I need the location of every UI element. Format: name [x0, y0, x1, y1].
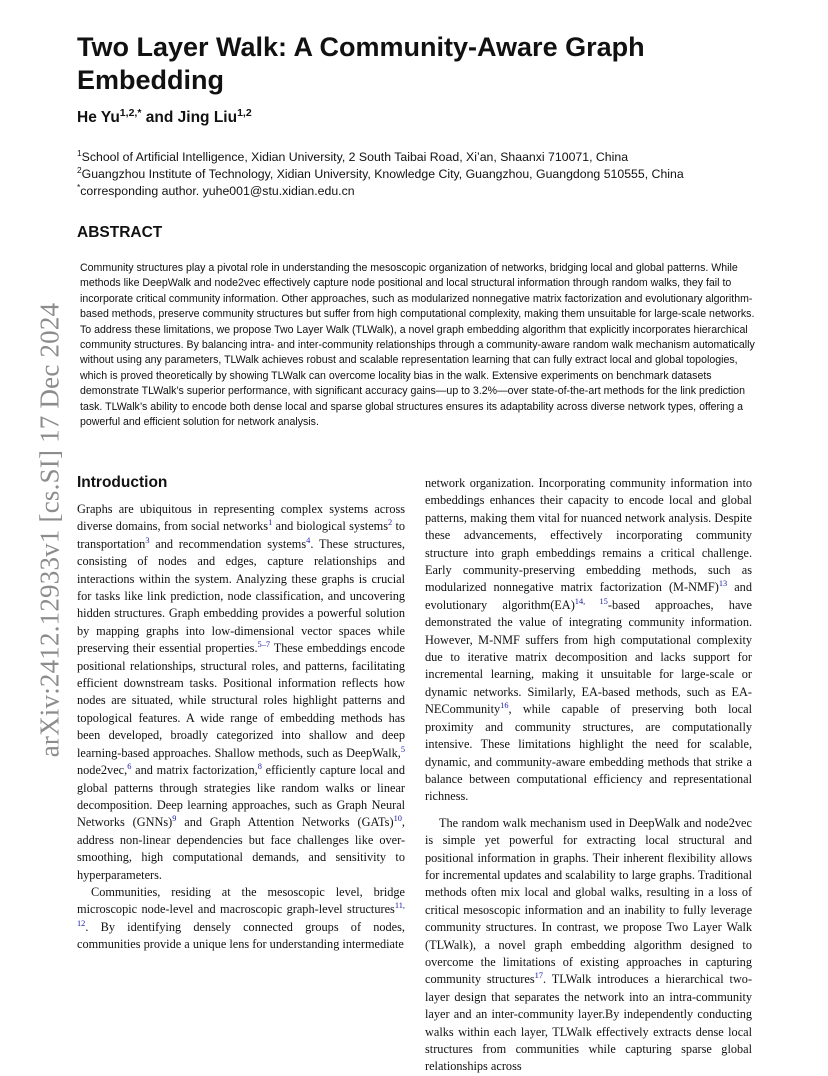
- introduction-paragraph: network organization. Incorporating community information into embeddings enhances their capacity to encode local and global patterns, making them vital for nuanced network analysis. Despite these advancements, effectively incorporating community structure into graph embeddings remains a critical challenge. Early community-preserving embedding methods, such as modularized nonnegative matrix factorization (M-NMF)$^{13}$ and evolutionary algorithm(EA)$^{14, 15}$-based approaches, have demonstrated the value of integrating community information. However, M-NMF suffers from high computational complexity due to iterative matrix decomposition and lacks support for incremental learning, making it unsuitable for large-scale or dynamic networks. Similarly, EA-based methods, such as EA-NECommunity$^{16}$, while capable of preserving both local proximity and community structures, are computationally intensive. These limitations highlight the need for scalable, dynamic, and community-aware embedding methods that strike a balance between computational efficiency and representational richness.: [425, 476, 753, 804]
- citation-mark[interactable]: 4: [306, 535, 311, 545]
- arxiv-identifier-stamp: arXiv:2412.12933v1 [cs.SI] 17 Dec 2024: [34, 302, 65, 758]
- citation-mark[interactable]: 3: [145, 535, 150, 545]
- citation-mark[interactable]: 11, 12: [77, 901, 405, 928]
- citation-mark[interactable]: 2: [388, 518, 393, 528]
- introduction-paragraph: Communities, residing at the mesoscopic level, bridge microscopic node-level and macroscopic graph-level structures$^{11, 12}$. By identifying densely connected groups of nodes, communities provide a unique lens for understanding intermediate: [77, 884, 406, 952]
- affiliation-text: School of Artificial Intelligence, Xidian University, 2 South Taibai Road, Xi’an, Shaanxi 710071, China: [81, 150, 629, 164]
- citation-mark[interactable]: 5: [400, 744, 406, 754]
- affiliation-text: corresponding author. yuhe001@stu.xidian.edu.cn: [80, 184, 355, 198]
- affiliation-mark: 2: [77, 164, 82, 175]
- affiliation-line: [77, 166, 757, 183]
- citation-mark[interactable]: 9: [172, 814, 177, 824]
- citation-mark[interactable]: 1: [268, 518, 273, 528]
- affiliations: [77, 149, 757, 200]
- introduction-heading: Introduction: [77, 474, 168, 491]
- abstract-heading: ABSTRACT: [77, 224, 163, 241]
- citation-mark[interactable]: 6: [127, 762, 132, 771]
- citation-mark[interactable]: 10: [393, 814, 402, 824]
- citation-mark[interactable]: 5–7: [257, 640, 271, 650]
- author-affiliation-mark: 1,2: [237, 106, 252, 119]
- citation-mark[interactable]: 16: [500, 701, 509, 711]
- citation-mark[interactable]: 13: [718, 579, 728, 589]
- abstract-body: Community structures play a pivotal role in understanding the mesoscopic organization of networks, bridging local and global patterns. While methods like DeepWalk and node2vec effectively capture node positional and local structural information through random walks, they fail to incorporate critical community information. Other approaches, such as modularized nonnegative matrix factorization and evolutionary algorithm-based methods, preserve community structures but suffer from high computational complexity, making them unsuitable for large-scale networks. To address these limitations, we propose Two Layer Walk (TLWalk), a novel graph embedding algorithm that explicitly incorporates hierarchical community structures. By balancing intra- and inter-community relationships through a community-aware random walk mechanism automatically without using any parameters, TLWalk achieves robust and scalable representation learning that can fully extract local and global topologies, which is proved theoretically by showing TLWalk can overcome locality bias in the walk. Extensive experiments on benchmark datasets demonstrate TLWalk’s superior performance, with significant accuracy gains—up to 3.2%—over state-of-the-art methods for the link prediction task. TLWalk’s ability to encode both dense local and sparse global structures ensures its adaptability across diverse network types, offering a powerful and efficient solution for network analysis.: [80, 262, 755, 429]
- affiliation-text: Guangzhou Institute of Technology, Xidian University, Knowledge City, Guangzhou, Guangdong 510555, China: [81, 167, 684, 181]
- body-column-left: [77, 501, 405, 954]
- author-name: Jing Liu: [177, 109, 238, 126]
- body-column-right: [425, 475, 752, 1076]
- affiliation-mark: *: [77, 181, 81, 192]
- author-joiner: and: [145, 109, 174, 126]
- citation-mark[interactable]: 14, 15: [574, 596, 608, 606]
- affiliation-line: [77, 183, 757, 200]
- introduction-paragraph: The random walk mechanism used in DeepWalk and node2vec is simple yet powerful for extracting local structural and positional information in graphs. Their inherent flexibility allows for incremental updates and scalability to large graphs. Traditional methods often mix local and global walks, resulting in a loss of critical mesoscopic information and an inability to fully leverage community structures. In contrast, we propose Two Layer Walk (TLWalk), a novel graph embedding algorithm designed to overcome the limitations of existing approaches in capturing community structures$^{17}$. TLWalk introduces a hierarchical two-layer design that separates the network into an intra-community layer and an inter-community layer.By independently conducting walks within each layer, TLWalk effectively extracts dense local structures from communities while capturing sparse global relationships across: [425, 815, 753, 1074]
- introduction-paragraph: Graphs are ubiquitous in representing complex systems across diverse domains, from social networks$^1$ and biological systems$^2$ to transportation$^3$ and recommendation systems$^4$. These structures, consisting of nodes and edges, capture relationships and interactions within the system. Analyzing these graphs is crucial for tasks like link prediction, node classification, and uncovering hidden structures. Graph embedding provides a powerful solution by mapping graphs into low-dimensional vector spaces while preserving their essential properties.$^{5-7}$ These embeddings encode positional relationships, structural roles, and patterns, facilitating efficient downstream tasks. Positional information reflects how nodes are situated, while structural roles highlight patterns and topological features. A wide range of embedding methods has been developed, broadly categorized into shallow and deep learning-based approaches. Shallow methods, such as DeepWalk,$^5$ node2vec,$^6$ and matrix factorization,$^8$ efficiently capture local and global patterns through strategies like random walks or linear decomposition. Deep learning approaches, such as Graph Neural Networks (GNNs)$^9$ and Graph Attention Networks (GATs)$^{10}$, address non-linear dependencies but face challenges like over-smoothing, high computational demands, and sensitivity to hyperparameters.: [77, 502, 406, 882]
- citation-mark[interactable]: 8: [257, 762, 262, 771]
- author-line: [77, 106, 252, 127]
- author-affiliation-mark: 1,2,*: [119, 106, 142, 119]
- affiliation-line: [77, 149, 757, 166]
- paper-title: Two Layer Walk: A Community-Aware Graph Embedding: [77, 32, 645, 95]
- citation-mark[interactable]: 17: [534, 971, 544, 981]
- author-name: He Yu: [77, 109, 120, 126]
- affiliation-mark: 1: [77, 147, 82, 158]
